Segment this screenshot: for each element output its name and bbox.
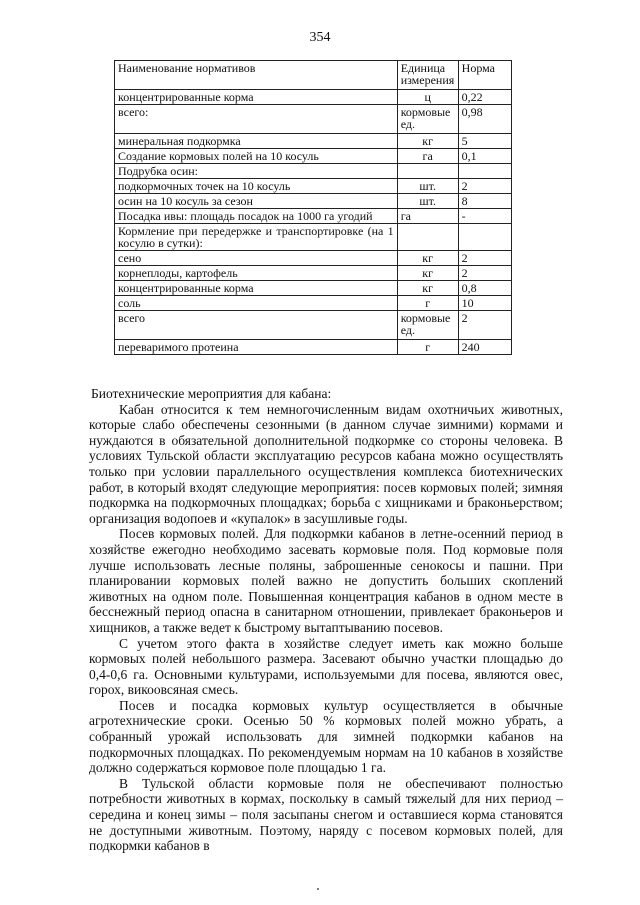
table-row — [115, 340, 512, 355]
scan-speck — [317, 888, 319, 890]
cell-norm: 2 — [458, 311, 511, 340]
cell-name: Посадка ивы: площадь посадок на 1000 га угодий — [115, 209, 398, 224]
cell-unit: кг — [397, 251, 458, 266]
paragraph: В Тульской области кормовые поля не обеспечивают полностью потребности животных в кормах, поскольку в самый тяжелый для них период – середина и конец зимы – поля засыпаны снегом и оставшиеся корма становятся не доступными животным. Поэтому, наряду с посевом кормовых полей, для подкормки кабанов в — [89, 775, 563, 854]
cell-name: концентрированные корма — [115, 90, 398, 105]
cell-unit: г — [397, 296, 458, 311]
table-row — [115, 209, 512, 224]
cell-norm: 240 — [458, 340, 511, 355]
paragraph: Посев кормовых полей. Для подкормки кабанов в летне-осенний период в хозяйстве ежегодно необходимо засевать кормовые поля. Под кормовые поля лучше использовать лесные поляны, заброшенные сенокосы и пашни. При планировании кормовых полей важно не допустить больших скоплений животных на одном поле. Повышенная концентрация кабанов в одном месте в бесснежный период опасна в санитарном отношении, привлекает браконьеров и хищников, а также ведет к быстрому вытаптыванию посевов. — [89, 526, 563, 635]
cell-norm: 5 — [458, 134, 511, 149]
cell-name: соль — [115, 296, 398, 311]
table-row — [115, 224, 512, 251]
table-row — [115, 134, 512, 149]
cell-unit: шт. — [397, 179, 458, 194]
cell-unit: га — [397, 209, 458, 224]
table-row — [115, 149, 512, 164]
norms-table — [114, 60, 512, 355]
table-row — [115, 311, 512, 340]
cell-name: подкормочных точек на 10 косуль — [115, 179, 398, 194]
paragraph: Кабан относится к тем немногочисленным видам охотничьих животных, которые слабо обеспечены сезонными (в данном случае зимними) кормами и нуждаются в обязательной дополнительной подкормке со стороны человека. В условиях Тульской области эксплуатацию ресурсов кабана можно осуществлять только при условии параллельного осуществления комплекса биотехнических работ, в который входят следующие мероприятия: посев кормовых полей; зимняя подкормка на подкормочных площадках; борьба с хищниками и браконьерством; организация водопоев и «купалок» в засушливые годы. — [89, 401, 563, 526]
cell-norm: - — [458, 209, 511, 224]
body-text — [89, 386, 563, 854]
cell-norm — [458, 164, 511, 179]
table-row — [115, 266, 512, 281]
table-row — [115, 179, 512, 194]
cell-norm: 2 — [458, 179, 511, 194]
cell-unit: г — [397, 340, 458, 355]
cell-unit: га — [397, 149, 458, 164]
cell-name: Кормление при передержке и транспортировке (на 1 косулю в сутки): — [115, 224, 398, 251]
cell-name: осин на 10 косуль за сезон — [115, 194, 398, 209]
table-row — [115, 194, 512, 209]
cell-norm: 10 — [458, 296, 511, 311]
page-number: 354 — [309, 30, 331, 45]
header-norm: Норма — [458, 61, 511, 90]
cell-norm: 0,22 — [458, 90, 511, 105]
cell-name: всего — [115, 311, 398, 340]
cell-unit: кормовые ед. — [397, 311, 458, 340]
cell-name: переваримого протеина — [115, 340, 398, 355]
cell-norm: 2 — [458, 251, 511, 266]
cell-name: концентрированные корма — [115, 281, 398, 296]
cell-name: Подрубка осин: — [115, 164, 398, 179]
cell-norm: 0,8 — [458, 281, 511, 296]
table-row — [115, 90, 512, 105]
paragraph: С учетом этого факта в хозяйстве следует иметь как можно больше кормовых полей небольшого размера. Засевают обычно участки площадью до 0,4-0,6 га. Основными культурами, используемыми для посева, являются овес, горох, викоовсяная смесь. — [89, 635, 563, 698]
cell-name: корнеплоды, картофель — [115, 266, 398, 281]
header-unit: Единица измерения — [397, 61, 458, 90]
cell-unit: кг — [397, 134, 458, 149]
cell-unit: кг — [397, 281, 458, 296]
cell-unit: кормовые ед. — [397, 105, 458, 134]
cell-name: Создание кормовых полей на 10 косуль — [115, 149, 398, 164]
paragraph: Посев и посадка кормовых культур осуществляется в обычные агротехнические сроки. Осенью 50 % кормовых полей можно убрать, а собранный урожай использовать для зимней подкормки кабанов на подкормочных площадках. По рекомендуемым нормам на 10 кабанов в хозяйстве должно содержаться кормовое поле площадью 1 га. — [89, 697, 563, 776]
table-header-row — [115, 61, 512, 90]
cell-norm: 0,98 — [458, 105, 511, 134]
cell-unit: кг — [397, 266, 458, 281]
cell-unit — [397, 164, 458, 179]
cell-norm: 8 — [458, 194, 511, 209]
cell-unit: шт. — [397, 194, 458, 209]
cell-norm — [458, 224, 511, 251]
cell-name: минеральная подкормка — [115, 134, 398, 149]
section-heading: Биотехнические мероприятия для кабана: — [91, 386, 332, 401]
cell-name: сено — [115, 251, 398, 266]
cell-unit: ц — [397, 90, 458, 105]
cell-norm: 2 — [458, 266, 511, 281]
table-row — [115, 281, 512, 296]
cell-name: всего: — [115, 105, 398, 134]
cell-norm: 0,1 — [458, 149, 511, 164]
table-row — [115, 105, 512, 134]
header-name: Наименование нормативов — [115, 61, 398, 90]
table-row — [115, 164, 512, 179]
table-row — [115, 296, 512, 311]
table-row — [115, 251, 512, 266]
cell-unit — [397, 224, 458, 251]
